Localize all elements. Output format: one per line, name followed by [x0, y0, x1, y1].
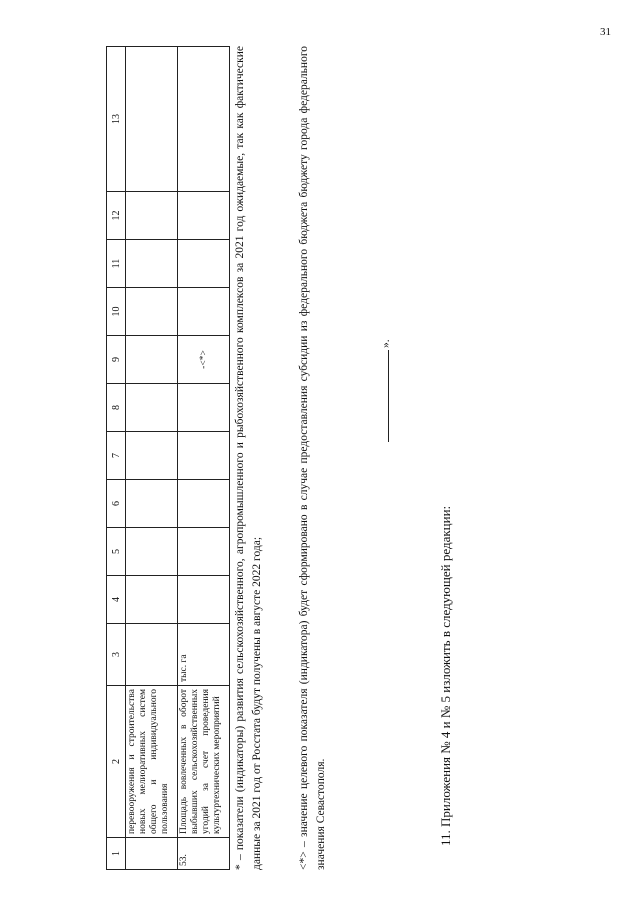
value-cell — [126, 528, 178, 576]
header-cell: 2 — [107, 686, 126, 838]
page-number: 31 — [600, 26, 611, 38]
indicators-table — [106, 46, 230, 870]
value-cell — [178, 576, 230, 624]
header-cell: 10 — [107, 288, 126, 336]
value-cell — [126, 336, 178, 384]
value-cell — [126, 240, 178, 288]
value-cell — [126, 576, 178, 624]
value-cell — [178, 47, 230, 192]
closing-quote: ». — [380, 339, 392, 348]
header-cell: 3 — [107, 624, 126, 686]
footnote-angle-asterisk: <*> – значение целевого показателя (индикатора) будет сформировано в случае предоставления субсидии из федерального бюджета бюджету города федерального значения Севастополя. — [298, 46, 327, 870]
value-cell — [178, 192, 230, 240]
value-cell — [126, 47, 178, 192]
header-cell: 13 — [107, 47, 126, 192]
unit-cell: тыс. га — [178, 624, 230, 686]
value-cell — [126, 288, 178, 336]
value-cell — [178, 528, 230, 576]
value-cell — [126, 192, 178, 240]
header-cell: 8 — [107, 384, 126, 432]
value-cell — [178, 384, 230, 432]
header-cell: 11 — [107, 240, 126, 288]
header-row — [107, 47, 126, 870]
footnote-asterisk: * – показатели (индикаторы) развития сельскохозяйственного, агропромышленного и рыбохозяйственного комплексов за 2021 год ожидаемые, так как фактические данные за 2021 год от Росстата будут получены в августе 2022 года; — [234, 46, 263, 870]
header-cell: 1 — [107, 838, 126, 870]
rotated-content — [100, 30, 530, 870]
value-cell: -<*> — [178, 336, 230, 384]
row-number — [126, 838, 178, 870]
unit-cell — [126, 624, 178, 686]
value-cell — [178, 288, 230, 336]
indicator-name: Площадь вовлеченных в оборот выбывших сельскохозяйственных угодий за счет проведения культуртехнических мероприятий — [178, 686, 230, 838]
value-cell — [126, 384, 178, 432]
indicator-name: перевооружения и строительства новых мелиоративных систем общего и индивидуального пользования — [126, 686, 178, 838]
value-cell — [126, 432, 178, 480]
value-cell — [178, 240, 230, 288]
header-cell: 4 — [107, 576, 126, 624]
table-row — [178, 47, 230, 870]
value-cell — [178, 480, 230, 528]
signature-line — [388, 350, 389, 442]
table-row — [126, 47, 178, 870]
header-cell: 9 — [107, 336, 126, 384]
paragraph-item-11: 11. Приложения № 4 и № 5 изложить в следующей редакции: — [438, 505, 453, 846]
header-cell: 12 — [107, 192, 126, 240]
header-cell: 6 — [107, 480, 126, 528]
header-cell: 7 — [107, 432, 126, 480]
value-cell — [178, 432, 230, 480]
row-number: 53. — [178, 838, 230, 870]
closing-mark — [380, 339, 392, 442]
header-cell: 5 — [107, 528, 126, 576]
value-cell — [126, 480, 178, 528]
